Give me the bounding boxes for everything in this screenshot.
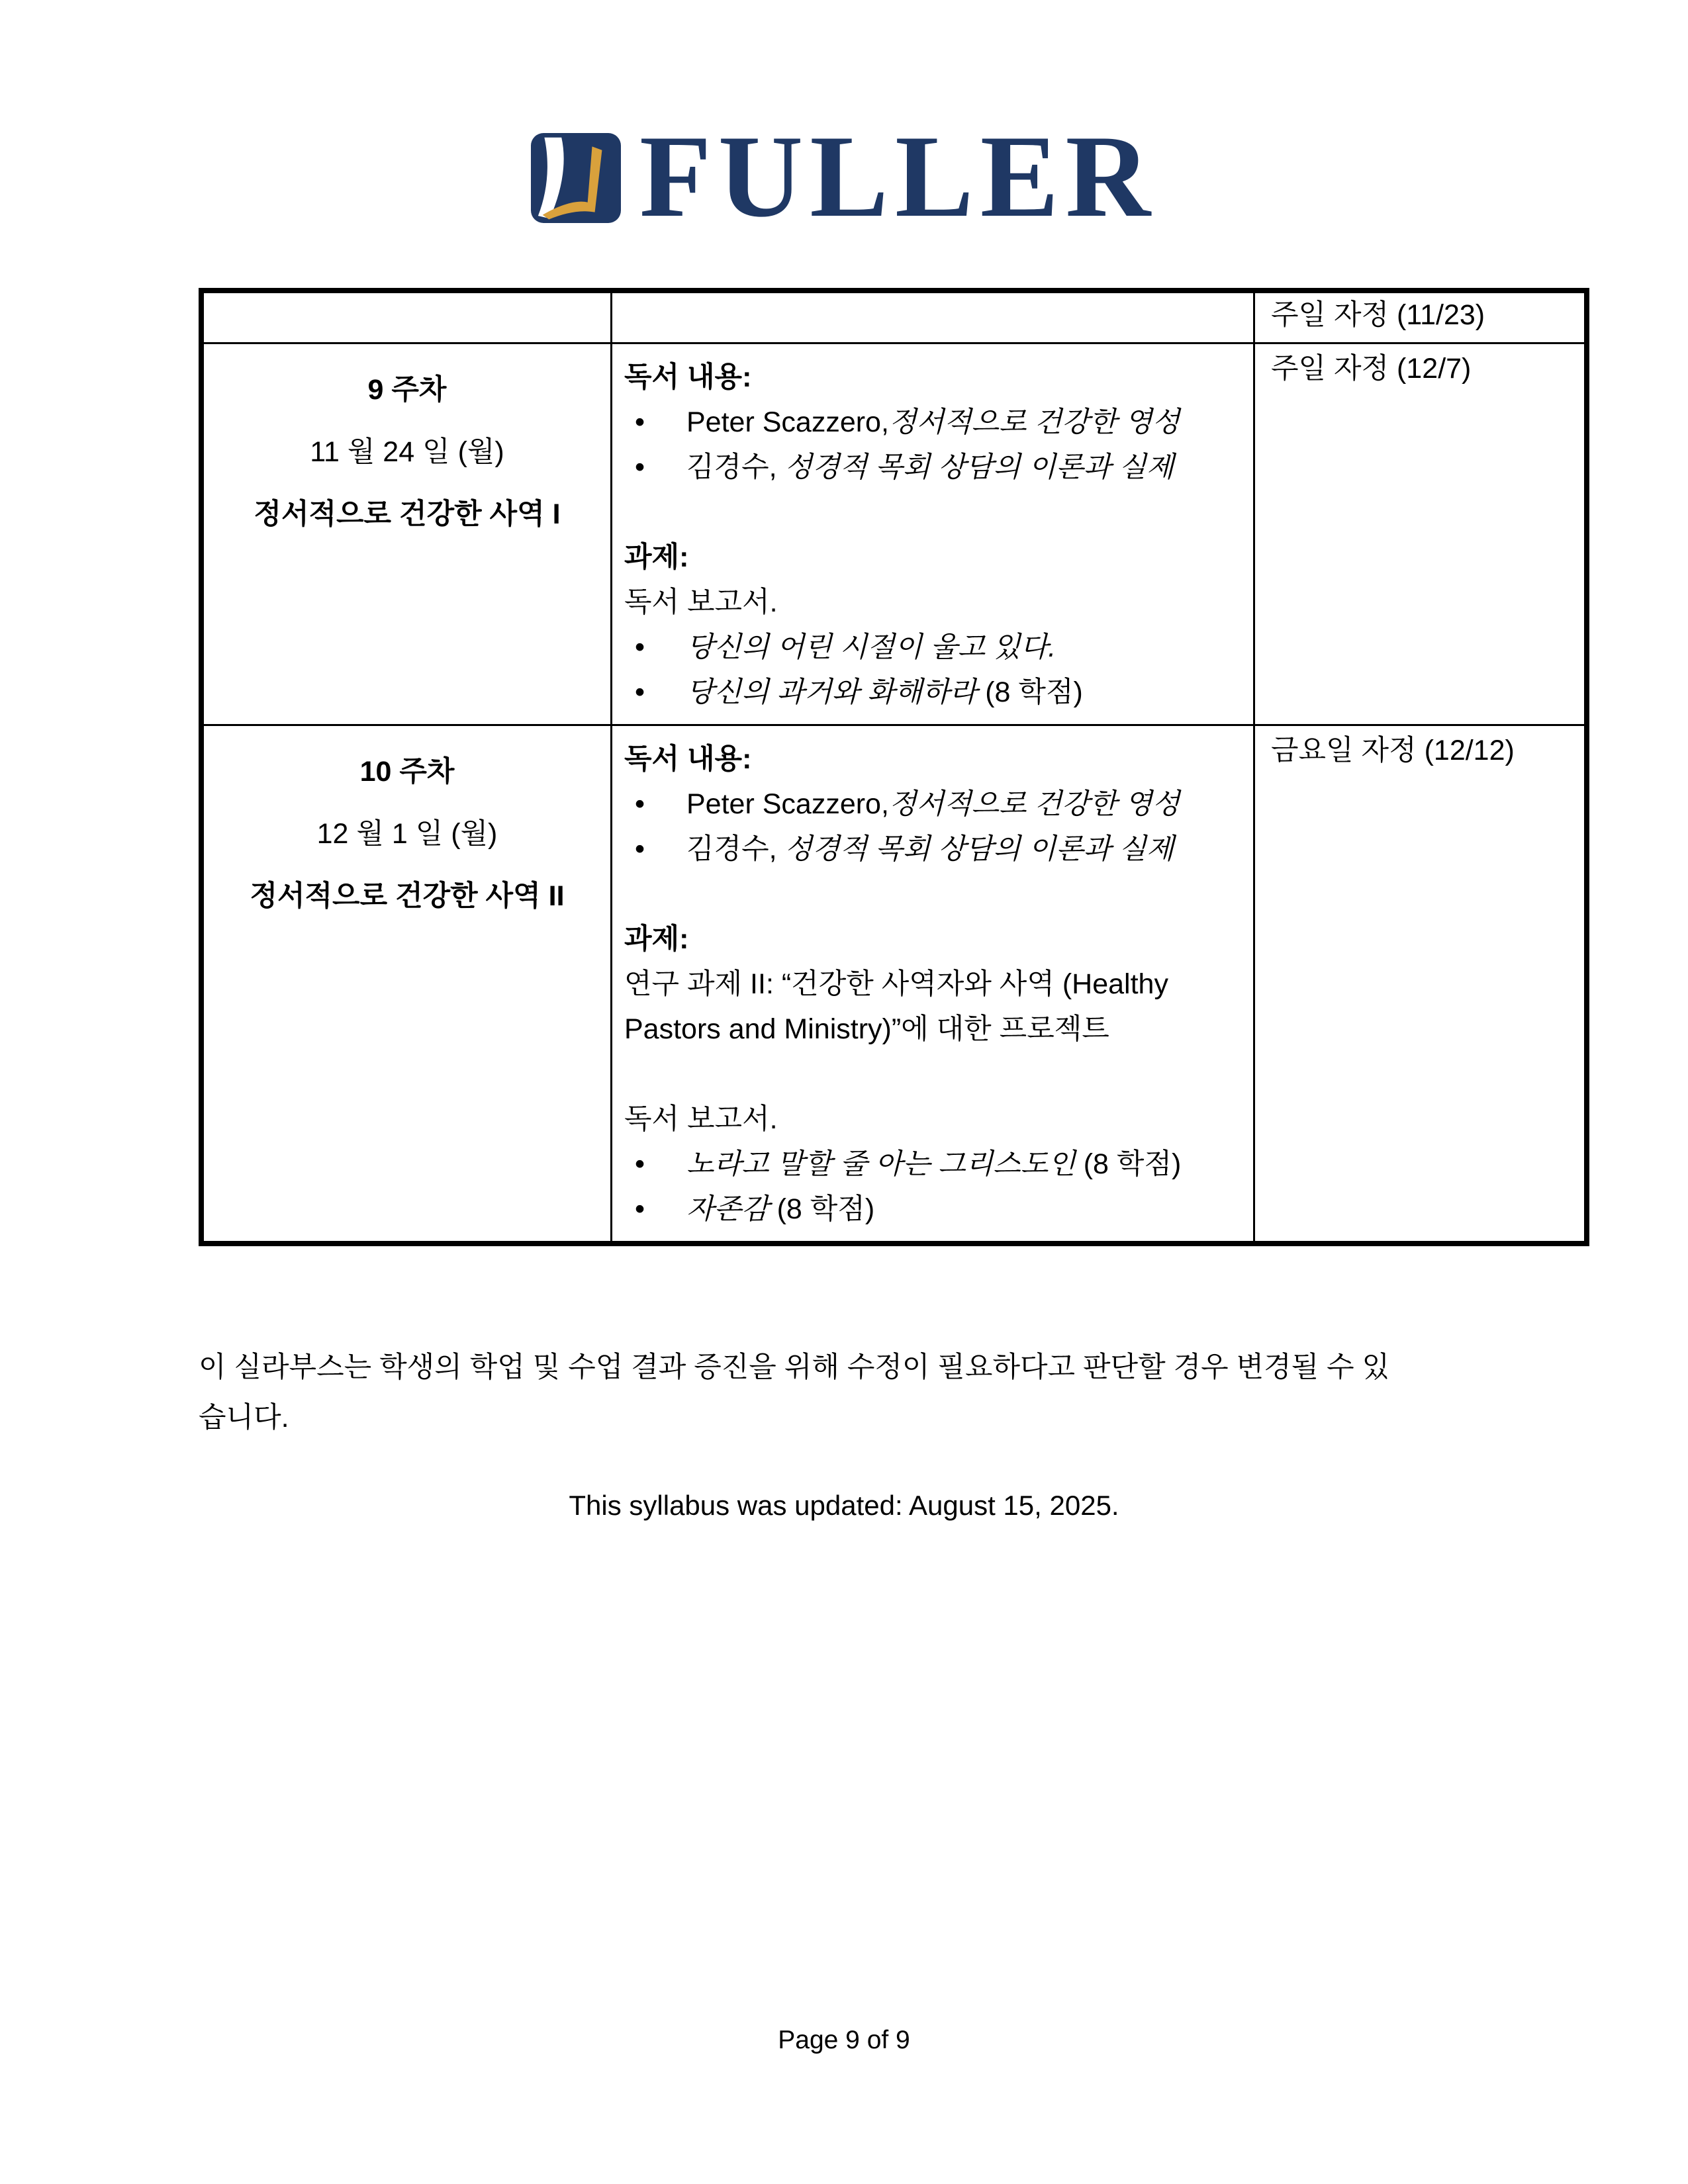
bullet-item (624, 625, 1239, 670)
content-cell (612, 343, 1254, 725)
paragraph (624, 962, 1239, 1052)
bullet-item (624, 445, 1239, 490)
schedule-table (199, 288, 1589, 1246)
text-run: 정서적으로 건강한 영성 (888, 406, 1180, 438)
text-run: (8 학점) (1075, 1148, 1182, 1180)
syllabus-change-note: 이 실라부스는 학생의 학업 및 수업 결과 증진을 위해 수정이 필요하다고 판단할 경우 변경될 수 있습니다. (199, 1351, 1390, 1433)
text-run: Peter Scazzero, (686, 406, 889, 438)
text-run: 성경적 목회 상담의 이론과 실제 (784, 451, 1174, 483)
text-run: 정서적으로 건강한 영성 (888, 788, 1180, 820)
week-line: 정서적으로 건강한 사역 I (254, 498, 561, 530)
text-run: 독서 내용: (624, 743, 752, 775)
bullet-icon: • (635, 833, 645, 865)
bullet-icon: • (635, 451, 645, 483)
bullet-item (624, 670, 1239, 715)
text-run: 노라고 말할 줄 아는 그리스도인 (686, 1148, 1076, 1180)
text-run: 독서 보고서. (624, 586, 778, 618)
bullet-icon: • (635, 406, 645, 438)
paragraph (624, 580, 1239, 625)
deadline-text: 주일 자정 (11/23) (1271, 299, 1485, 331)
text-run: 과제: (624, 541, 689, 573)
page-number: Page 9 of 9 (778, 2026, 910, 2054)
bullet-item (624, 1187, 1239, 1232)
text-run: (8 학점) (977, 676, 1083, 708)
week-9-row (201, 343, 1587, 725)
deadline-cell (1254, 343, 1587, 725)
text-run: Peter Scazzero, (686, 788, 889, 820)
content-cell (612, 291, 1254, 343)
deadline-text: 금요일 자정 (12/12) (1271, 735, 1515, 766)
text-run: 과제: (624, 923, 689, 955)
text-run: 독서 보고서. (624, 1103, 778, 1135)
fuller-wordmark: FULLER (639, 111, 1157, 242)
week-line: 정서적으로 건강한 사역 II (250, 880, 565, 912)
week-10-row (201, 725, 1587, 1244)
blank-line (624, 872, 1239, 917)
bullet-icon: • (635, 1148, 645, 1180)
bullet-item (624, 1142, 1239, 1187)
bullet-icon: • (635, 788, 645, 820)
text-run: 김경수, (686, 451, 785, 483)
week-cell (201, 725, 612, 1244)
bullet-item (624, 782, 1239, 827)
text-run: 연구 과제 II: “건강한 사역자와 사역 (Healthy Pastors and Ministry)”에 대한 프로젝트 (624, 968, 1168, 1045)
bullet-icon: • (635, 631, 645, 663)
bullet-item (624, 400, 1239, 445)
week-cell (201, 291, 612, 343)
deadline-continuation-row (201, 291, 1587, 343)
text-run: 당신의 과거와 화해하라 (686, 676, 978, 708)
week-line: 10 주차 (359, 756, 455, 788)
text-run: 당신의 어린 시절이 울고 있다. (686, 631, 1056, 663)
fuller-open-book-icon (531, 133, 621, 223)
text-run: 자존감 (686, 1193, 769, 1225)
content-cell (612, 725, 1254, 1244)
text-run: (8 학점) (769, 1193, 875, 1225)
deadline-cell (1254, 291, 1587, 343)
syllabus-updated-line: This syllabus was updated: August 15, 2025. (569, 1490, 1119, 1521)
blank-line (624, 490, 1239, 535)
section-heading (624, 355, 1239, 400)
fuller-logo (0, 111, 1688, 242)
week-line: 9 주차 (367, 374, 447, 406)
week-cell (201, 343, 612, 725)
section-heading (624, 535, 1239, 580)
paragraph (624, 1097, 1239, 1142)
week-line: 12 월 1 일 (월) (316, 818, 498, 850)
text-run: 김경수, (686, 833, 785, 865)
text-run: 독서 내용: (624, 361, 752, 393)
section-heading (624, 917, 1239, 962)
deadline-text: 주일 자정 (12/7) (1271, 353, 1472, 385)
deadline-cell (1254, 725, 1587, 1244)
blank-line (624, 1052, 1239, 1097)
bullet-icon: • (635, 676, 645, 708)
bullet-icon: • (635, 1193, 645, 1225)
text-run: 성경적 목회 상담의 이론과 실제 (784, 833, 1174, 865)
bullet-item (624, 827, 1239, 872)
section-heading (624, 737, 1239, 782)
week-line: 11 월 24 일 (월) (310, 436, 504, 468)
